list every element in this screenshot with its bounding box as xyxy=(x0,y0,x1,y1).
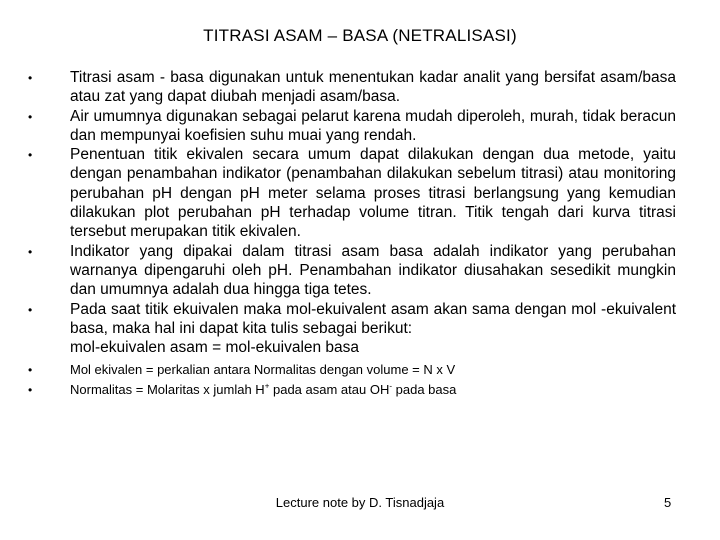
bullet-icon: • xyxy=(28,71,33,85)
page-title: TITRASI ASAM – BASA (NETRALISASI) xyxy=(203,26,517,45)
item-text: Normalitas = Molaritas x jumlah H xyxy=(70,382,265,398)
bullet-icon: • xyxy=(28,109,33,124)
list-item xyxy=(28,300,676,358)
item-text: Air umumnya digunakan sebagai pelarut karena mudah diperoleh, murah, tidak beracun dan mempunyai koefisien suhu muai yang rendah. xyxy=(70,107,676,144)
superscript-minus: - xyxy=(389,382,393,392)
list-item xyxy=(28,107,676,146)
item-text: Indikator yang dipakai dalam titrasi asam basa adalah indikator yang perubahan warnanya dipengaruhi oleh pH. Penambahan indikator diusahakan sesedikit mungkin dan umumnya adalah dua hingga tiga tetes. xyxy=(70,242,676,299)
bullet-icon: • xyxy=(28,302,33,317)
page-number: 5 xyxy=(664,495,672,510)
bullet-icon: • xyxy=(28,244,33,259)
list-item xyxy=(28,380,676,400)
list-item xyxy=(28,242,676,300)
superscript-plus: + xyxy=(264,382,270,392)
footer-credit: Lecture note by D. Tisnadjaja xyxy=(275,495,445,510)
list-item xyxy=(28,360,676,380)
list-item xyxy=(28,68,676,107)
item-text: Penentuan titik ekivalen secara umum dapat dilakukan dengan dua metode, yaitu dengan penambahan indikator (penambahan dilakukan sebelum titrasi) atau monitoring perubahan pH dengan pH meter selama proses titrasi berlangsung yang kemudian dilakukan plot perubahan pH terhadap volume titran. Titik tengah dari kurva titrasi tersebut merupakan titik ekivalen. xyxy=(70,146,676,241)
bullet-icon: • xyxy=(28,363,33,378)
item-text: Titrasi asam - basa digunakan untuk menentukan kadar analit yang bersifat asam/basa atau zat yang dapat diubah menjadi asam/basa. xyxy=(70,69,676,106)
bullet-list xyxy=(28,68,676,400)
list-item xyxy=(28,145,676,241)
bullet-icon: • xyxy=(28,383,33,398)
item-text: Pada saat titik ekuivalen maka mol-ekuivalent asam akan sama dengan mol -ekuivalent basa, maka hal ini dapat kita tulis sebagai berikut: xyxy=(70,300,676,337)
formula-text: mol-ekuivalen asam = mol-ekuivalen basa xyxy=(70,339,360,357)
item-text: Mol ekivalen = perkalian antara Normalitas dengan volume = N x V xyxy=(70,362,456,378)
item-text: pada asam atau OH xyxy=(269,382,390,398)
item-text: pada basa xyxy=(392,382,457,398)
bullet-icon: • xyxy=(28,148,33,163)
